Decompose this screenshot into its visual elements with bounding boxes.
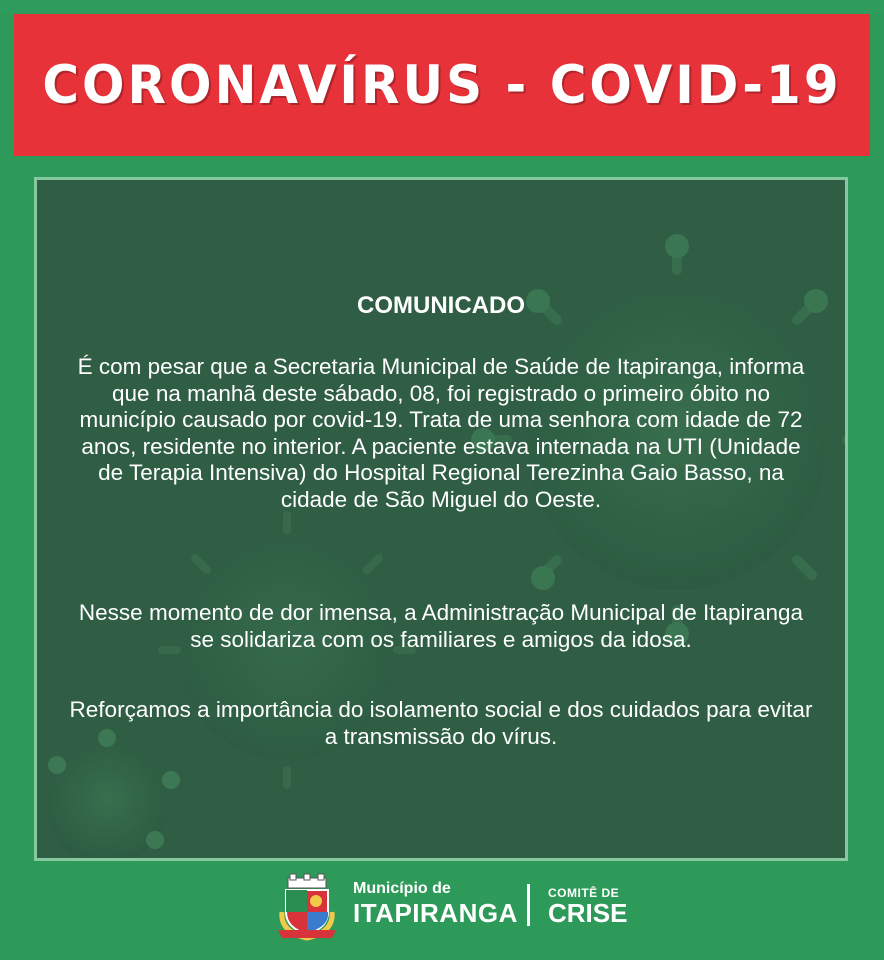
notice-paragraph-3: Reforçamos a importância do isolamento social e dos cuidados para evitar a transmissão do vírus. (69, 697, 813, 749)
footer-divider (527, 884, 530, 926)
footer (0, 860, 884, 960)
notice-paragraph-2: Nesse momento de dor imensa, a Administração Municipal de Itapiranga se solidariza com os familiares e amigos da idosa. (78, 600, 804, 652)
municipal-crest-icon (272, 872, 342, 942)
committee-label: COMITÊ DE (548, 886, 620, 900)
notice-panel (34, 177, 848, 861)
top-strip (0, 0, 884, 14)
title-banner (14, 14, 870, 156)
committee-name: CRISE (548, 898, 628, 928)
notice-paragraph-1: É com pesar que a Secretaria Municipal de Saúde de Itapiranga, informa que na manhã deste sábado, 08, foi registrado o primeiro óbito no município causado por covid-19. Trata de uma senhora com idade de 72 anos, residente no interior. A paciente estava internada na UTI (Unidade de Terapia Intensiva) do Hospital Regional Terezinha Gaio Basso, na cidade de São Miguel do Oeste. (77, 354, 805, 512)
virus-illustration (37, 180, 845, 858)
banner-title: CORONAVÍRUS - COVID-19 (42, 54, 842, 116)
municipality-name: ITAPIRANGA (353, 898, 518, 928)
notice-heading: COMUNICADO (357, 292, 525, 319)
municipality-label: Município de (353, 880, 451, 897)
